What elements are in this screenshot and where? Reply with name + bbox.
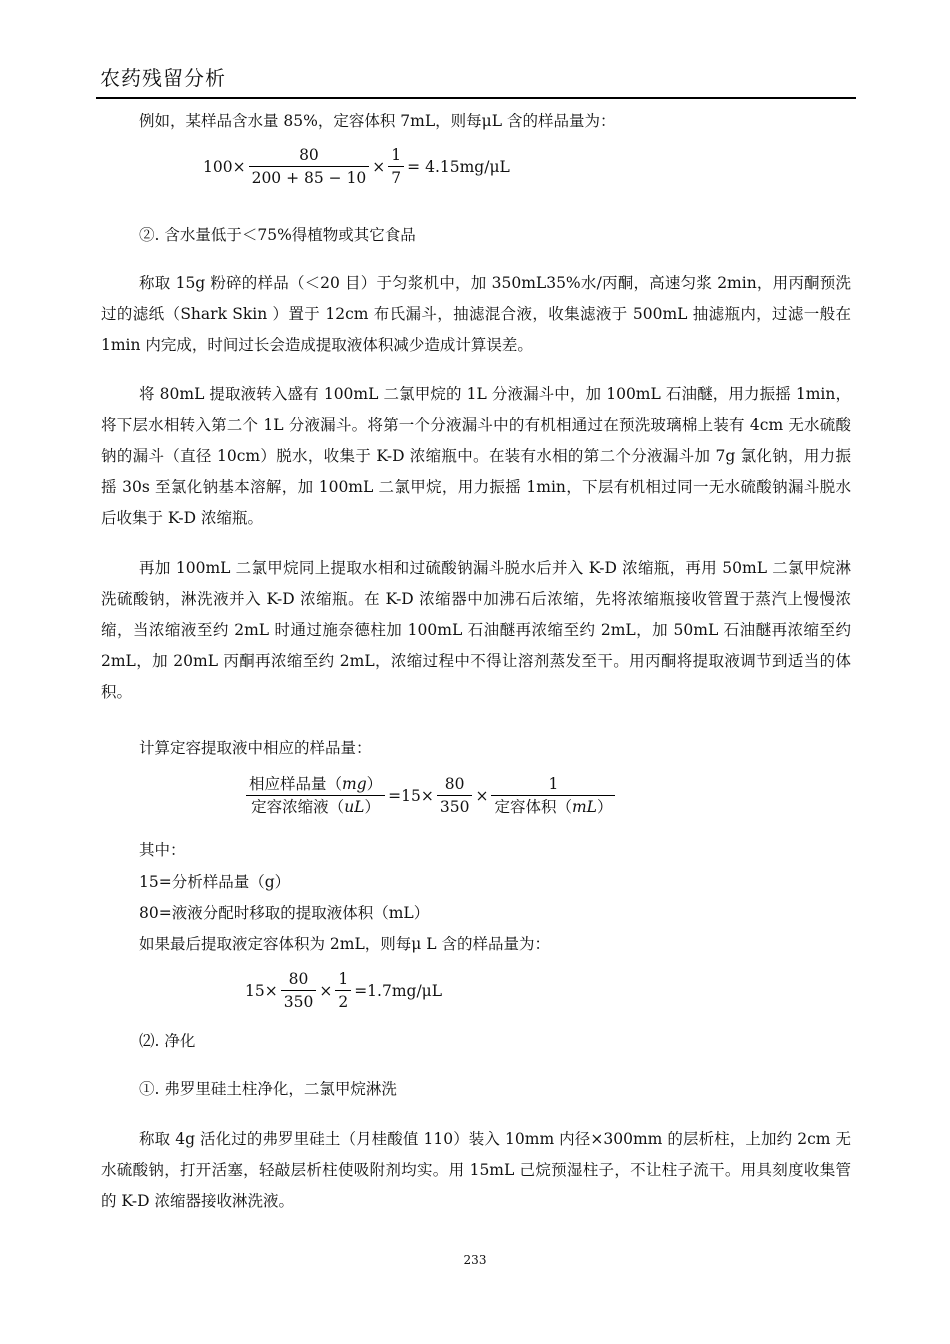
formula1-den2: 7 — [391, 169, 402, 187]
purification-heading: ⑵. 净化 — [139, 1032, 196, 1050]
formula1-num1: 80 — [249, 146, 370, 167]
formula2-fraction-mid — [437, 775, 473, 816]
purification-subheading: ①. 弗罗里硅土柱净化，二氯甲烷淋洗 — [139, 1080, 397, 1098]
formula2-fraction-right — [491, 775, 615, 816]
formula3-fraction-1 — [281, 970, 317, 1011]
formula2-den-mid: 350 — [439, 798, 470, 816]
formula2-num-left: 相应样品量（mg） — [246, 775, 385, 796]
page-number: 233 — [463, 1253, 487, 1267]
paragraph-concentration: 再加 100mL 二氯甲烷同上提取水相和过硫酸钠漏斗脱水后并入 K-D 浓缩瓶，再用 50mL 二氯甲烷淋洗硫酸钠，淋洗液并入 K-D 浓缩瓶。在 K-D 浓缩器中加沸石后浓缩，先将浓缩瓶接收管置于蒸汽上慢慢浓缩，当浓缩液至约 2mL 时通过施奈德柱加 100mL 石油醚再浓缩至约 2mL，加 50mL 石油醚再浓缩至约 2mL，加 20mL 丙酮再浓缩至约 2mL，浓缩过程中不得让溶剂蒸发至干。用丙酮将提取液调节到适当的体积。 — [101, 559, 851, 701]
formula-sample-amount — [244, 775, 617, 816]
formula3-num1: 80 — [281, 970, 317, 991]
formula2-den-left: 定容浓缩液（uL） — [251, 798, 380, 816]
paragraph-extraction: 称取 15g 粉碎的样品（＜20 目）于匀浆机中，加 350mL35%水/丙酮，高速匀浆 2min，用丙酮预洗过的滤纸（Shark Skin ）置于 12cm 布氏漏斗，抽滤混合液，收集滤液于 500mL 抽滤瓶内，过滤一般在 1min 内完成，时间过长会造成提取液体积减少造成计算误差。 — [101, 274, 851, 354]
section-2-title: ②. 含水量低于＜75%得植物或其它食品 — [139, 226, 416, 244]
formula3-den2: 2 — [338, 993, 349, 1011]
formula1-num2: 1 — [388, 146, 404, 167]
formula3-den1: 350 — [283, 993, 314, 1011]
formula3-fraction-2 — [335, 970, 351, 1011]
header-rule — [96, 97, 856, 99]
formula-final — [244, 970, 443, 1011]
formula1-den1: 200 + 85 − 10 — [251, 169, 367, 187]
where-line-3: 如果最后提取液定容体积为 2mL，则每μ L 含的样品量为： — [139, 935, 551, 953]
formula2-num-right: 1 — [491, 775, 615, 796]
where-line-2: 80=液液分配时移取的提取液体积（mL） — [139, 904, 430, 922]
formula1-times: × — [372, 157, 386, 176]
formula1-result: = 4.15mg/μL — [407, 157, 510, 176]
formula3-result: =1.7mg/μL — [354, 981, 443, 1000]
paragraph-florisil: 称取 4g 活化过的弗罗里硅土（月桂酸值 110）装入 10mm 内径×300mm 的层析柱，上加约 2cm 无水硫酸钠，打开活塞，轻敲层析柱使吸附剂均实。用 15mL 己烷预湿柱子，不让柱子流干。用具刻度收集管的 K-D 浓缩器接收淋洗液。 — [101, 1130, 851, 1210]
where-line-1: 15=分析样品量（g） — [139, 873, 291, 891]
formula2-fraction-left — [246, 775, 385, 816]
formula1-fraction-1 — [249, 146, 370, 187]
formula1-coef: 100× — [203, 157, 246, 176]
calc-label: 计算定容提取液中相应的样品量： — [139, 739, 372, 757]
formula1-fraction-2 — [388, 146, 404, 187]
formula2-num-mid: 80 — [437, 775, 473, 796]
formula3-times: × — [319, 981, 333, 1000]
formula2-times: × — [475, 786, 489, 805]
formula-water-content — [202, 146, 511, 187]
where-label: 其中： — [139, 841, 186, 859]
formula3-coef: 15× — [245, 981, 278, 1000]
running-header-title: 农药残留分析 — [100, 66, 226, 90]
formula3-num2: 1 — [335, 970, 351, 991]
example-intro: 例如，某样品含水量 85%，定容体积 7mL，则每μL 含的样品量为： — [139, 112, 616, 130]
formula2-eq: =15× — [388, 786, 434, 805]
paragraph-partition: 将 80mL 提取液转入盛有 100mL 二氯甲烷的 1L 分液漏斗中，加 100mL 石油醚，用力振摇 1min，将下层水相转入第二个 1L 分液漏斗。将第一个分液漏斗中的有机相通过在预洗玻璃棉上装有 4cm 无水硫酸钠的漏斗（直径 10cm）脱水，收集于 K-D 浓缩瓶中。在装有水相的第二个分液漏斗加 7g 氯化钠，用力振摇 30s 至氯化钠基本溶解，加 100mL 二氯甲烷，用力振摇 1min，下层有机相过同一无水硫酸钠漏斗脱水后收集于 K-D 浓缩瓶。 — [101, 385, 851, 527]
formula2-den-right: 定容体积（mL） — [494, 798, 613, 816]
